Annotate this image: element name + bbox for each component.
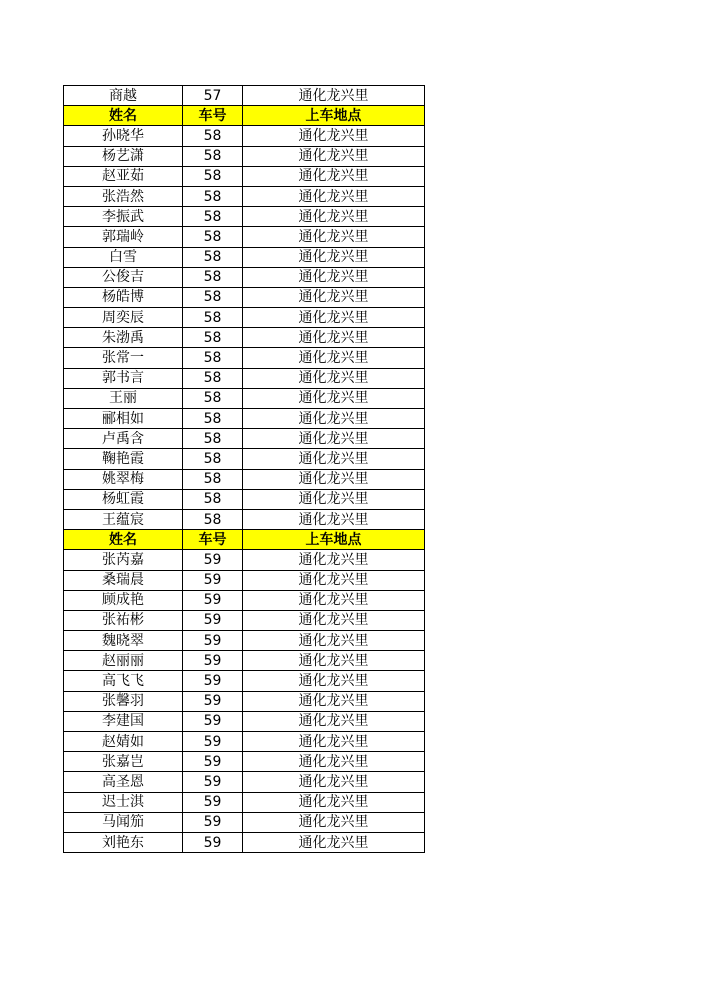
cell-boarding-location[interactable]: 通化龙兴里	[243, 449, 425, 469]
cell-name[interactable]: 姚翠梅	[64, 469, 183, 489]
cell-name[interactable]: 郭瑞岭	[64, 227, 183, 247]
cell-name[interactable]: 孙晓华	[64, 126, 183, 146]
cell-car-number[interactable]: 58	[183, 328, 243, 348]
cell-boarding-location[interactable]: 通化龙兴里	[243, 631, 425, 651]
cell-name[interactable]: 高飞飞	[64, 671, 183, 691]
cell-boarding-location[interactable]: 通化龙兴里	[243, 691, 425, 711]
table-row	[64, 146, 425, 166]
cell-name[interactable]: 王蕴宸	[64, 509, 183, 529]
cell-boarding-location[interactable]: 通化龙兴里	[243, 388, 425, 408]
cell-boarding-location[interactable]: 通化龙兴里	[243, 752, 425, 772]
cell-boarding-location[interactable]: 通化龙兴里	[243, 550, 425, 570]
cell-boarding-location[interactable]: 通化龙兴里	[243, 429, 425, 449]
table-row	[64, 348, 425, 368]
cell-car-number[interactable]: 59	[183, 812, 243, 832]
cell-name[interactable]: 赵亚茹	[64, 166, 183, 186]
cell-boarding-location[interactable]: 通化龙兴里	[243, 610, 425, 630]
cell-name[interactable]: 赵婧如	[64, 732, 183, 752]
table-row	[64, 812, 425, 832]
cell-car-number[interactable]: 59	[183, 792, 243, 812]
cell-boarding-location[interactable]: 通化龙兴里	[243, 812, 425, 832]
cell-car-number[interactable]: 59	[183, 590, 243, 610]
table-row	[64, 469, 425, 489]
cell-name[interactable]: 张嘉岂	[64, 752, 183, 772]
cell-name[interactable]: 张芮嘉	[64, 550, 183, 570]
cell-car-number[interactable]: 58	[183, 227, 243, 247]
table-row	[64, 227, 425, 247]
table-row	[64, 308, 425, 328]
cell-car-number[interactable]: 59	[183, 772, 243, 792]
cell-name[interactable]: 白雪	[64, 247, 183, 267]
table-row	[64, 126, 425, 146]
cell-boarding-location[interactable]: 通化龙兴里	[243, 348, 425, 368]
cell-name[interactable]: 商越	[64, 86, 183, 106]
cell-car-number[interactable]: 59	[183, 570, 243, 590]
cell-boarding-location[interactable]: 通化龙兴里	[243, 146, 425, 166]
cell-name[interactable]: 王丽	[64, 388, 183, 408]
table-row	[64, 409, 425, 429]
cell-car-number[interactable]: 59	[183, 752, 243, 772]
cell-boarding-location[interactable]: 通化龙兴里	[243, 166, 425, 186]
table-header-row	[64, 106, 425, 126]
cell-name[interactable]: 李振武	[64, 207, 183, 227]
cell-car-number[interactable]: 59	[183, 631, 243, 651]
cell-boarding-location[interactable]: 通化龙兴里	[243, 711, 425, 731]
cell-name[interactable]: 李建国	[64, 711, 183, 731]
cell-car-number[interactable]: 58	[183, 449, 243, 469]
cell-car-number[interactable]: 58	[183, 186, 243, 206]
cell-boarding-location[interactable]: 通化龙兴里	[243, 227, 425, 247]
cell-boarding-location[interactable]: 通化龙兴里	[243, 186, 425, 206]
cell-car-number[interactable]: 58	[183, 126, 243, 146]
cell-car-number[interactable]: 57	[183, 86, 243, 106]
cell-name[interactable]: 杨艺潇	[64, 146, 183, 166]
table-row	[64, 86, 425, 106]
table-row	[64, 429, 425, 449]
table-row	[64, 449, 425, 469]
cell-name[interactable]: 顾成艳	[64, 590, 183, 610]
cell-name[interactable]: 赵丽丽	[64, 651, 183, 671]
table-row	[64, 207, 425, 227]
cell-name[interactable]: 卢禹含	[64, 429, 183, 449]
header-cell-name[interactable]: 姓名	[64, 106, 183, 126]
table-row	[64, 509, 425, 529]
cell-boarding-location[interactable]: 通化龙兴里	[243, 509, 425, 529]
cell-name[interactable]: 高圣恩	[64, 772, 183, 792]
cell-name[interactable]: 桑瑞晨	[64, 570, 183, 590]
table-row	[64, 772, 425, 792]
cell-boarding-location[interactable]: 通化龙兴里	[243, 570, 425, 590]
cell-boarding-location[interactable]: 通化龙兴里	[243, 792, 425, 812]
table-row	[64, 166, 425, 186]
table-row	[64, 590, 425, 610]
passenger-table-body	[64, 86, 425, 853]
cell-name[interactable]: 郦相如	[64, 409, 183, 429]
cell-name[interactable]: 魏晓翠	[64, 631, 183, 651]
cell-car-number[interactable]: 59	[183, 610, 243, 630]
table-row	[64, 732, 425, 752]
cell-car-number[interactable]: 58	[183, 509, 243, 529]
cell-car-number[interactable]: 58	[183, 409, 243, 429]
cell-car-number[interactable]: 58	[183, 207, 243, 227]
cell-car-number[interactable]: 58	[183, 348, 243, 368]
table-row	[64, 388, 425, 408]
cell-name[interactable]: 郭书言	[64, 368, 183, 388]
cell-boarding-location[interactable]: 通化龙兴里	[243, 368, 425, 388]
cell-boarding-location[interactable]: 通化龙兴里	[243, 126, 425, 146]
table-row	[64, 186, 425, 206]
cell-name[interactable]: 刘艳东	[64, 832, 183, 852]
header-cell-boarding-location[interactable]: 上车地点	[243, 530, 425, 550]
header-cell-name[interactable]: 姓名	[64, 530, 183, 550]
table-row	[64, 287, 425, 307]
cell-boarding-location[interactable]: 通化龙兴里	[243, 732, 425, 752]
cell-car-number[interactable]: 58	[183, 489, 243, 509]
cell-boarding-location[interactable]: 通化龙兴里	[243, 590, 425, 610]
table-row	[64, 651, 425, 671]
table-row	[64, 247, 425, 267]
cell-boarding-location[interactable]: 通化龙兴里	[243, 86, 425, 106]
cell-boarding-location[interactable]: 通化龙兴里	[243, 267, 425, 287]
cell-name[interactable]: 张馨羽	[64, 691, 183, 711]
cell-boarding-location[interactable]: 通化龙兴里	[243, 328, 425, 348]
cell-car-number[interactable]: 59	[183, 832, 243, 852]
table-row	[64, 711, 425, 731]
cell-name[interactable]: 朱渤禹	[64, 328, 183, 348]
cell-boarding-location[interactable]: 通化龙兴里	[243, 287, 425, 307]
cell-car-number[interactable]: 58	[183, 166, 243, 186]
table-row	[64, 328, 425, 348]
table-row	[64, 489, 425, 509]
cell-car-number[interactable]: 59	[183, 671, 243, 691]
cell-car-number[interactable]: 58	[183, 146, 243, 166]
cell-boarding-location[interactable]: 通化龙兴里	[243, 247, 425, 267]
cell-name[interactable]: 张祐彬	[64, 610, 183, 630]
table-row	[64, 671, 425, 691]
table-row	[64, 570, 425, 590]
cell-boarding-location[interactable]: 通化龙兴里	[243, 772, 425, 792]
cell-car-number[interactable]: 58	[183, 247, 243, 267]
table-row	[64, 267, 425, 287]
cell-name[interactable]: 张常一	[64, 348, 183, 368]
cell-boarding-location[interactable]: 通化龙兴里	[243, 671, 425, 691]
table-header-row	[64, 530, 425, 550]
cell-car-number[interactable]: 59	[183, 711, 243, 731]
cell-name[interactable]: 杨虹霞	[64, 489, 183, 509]
cell-boarding-location[interactable]: 通化龙兴里	[243, 409, 425, 429]
cell-name[interactable]: 马闻笳	[64, 812, 183, 832]
cell-name[interactable]: 周奕辰	[64, 308, 183, 328]
header-cell-car-number[interactable]: 车号	[183, 106, 243, 126]
cell-boarding-location[interactable]: 通化龙兴里	[243, 469, 425, 489]
table-row	[64, 610, 425, 630]
cell-car-number[interactable]: 59	[183, 651, 243, 671]
cell-name[interactable]: 公俊吉	[64, 267, 183, 287]
table-row	[64, 631, 425, 651]
cell-boarding-location[interactable]: 通化龙兴里	[243, 832, 425, 852]
cell-car-number[interactable]: 59	[183, 732, 243, 752]
cell-car-number[interactable]: 59	[183, 550, 243, 570]
cell-car-number[interactable]: 58	[183, 308, 243, 328]
header-cell-boarding-location[interactable]: 上车地点	[243, 106, 425, 126]
cell-car-number[interactable]: 58	[183, 469, 243, 489]
table-row	[64, 792, 425, 812]
cell-name[interactable]: 迟士淇	[64, 792, 183, 812]
table-row	[64, 691, 425, 711]
cell-name[interactable]: 鞠艳霞	[64, 449, 183, 469]
cell-car-number[interactable]: 58	[183, 429, 243, 449]
table-row	[64, 550, 425, 570]
cell-name[interactable]: 杨皓博	[64, 287, 183, 307]
cell-boarding-location[interactable]: 通化龙兴里	[243, 651, 425, 671]
header-cell-car-number[interactable]: 车号	[183, 530, 243, 550]
cell-boarding-location[interactable]: 通化龙兴里	[243, 308, 425, 328]
cell-car-number[interactable]: 58	[183, 267, 243, 287]
table-row	[64, 368, 425, 388]
cell-name[interactable]: 张浩然	[64, 186, 183, 206]
passenger-table	[63, 85, 425, 853]
cell-boarding-location[interactable]: 通化龙兴里	[243, 207, 425, 227]
cell-car-number[interactable]: 58	[183, 287, 243, 307]
table-row	[64, 832, 425, 852]
cell-car-number[interactable]: 58	[183, 368, 243, 388]
table-row	[64, 752, 425, 772]
cell-car-number[interactable]: 59	[183, 691, 243, 711]
cell-boarding-location[interactable]: 通化龙兴里	[243, 489, 425, 509]
cell-car-number[interactable]: 58	[183, 388, 243, 408]
